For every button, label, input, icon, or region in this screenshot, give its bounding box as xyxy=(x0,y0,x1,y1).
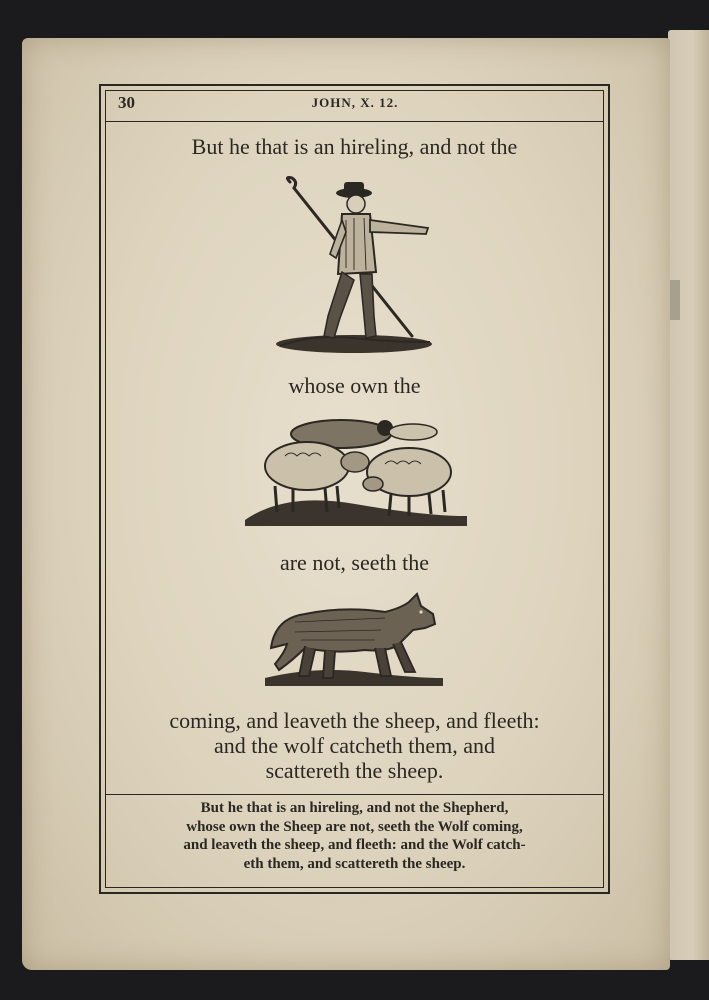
page-number: 30 xyxy=(118,93,135,112)
sheep-illustration xyxy=(245,412,467,530)
footnote-line: and leaveth the sheep, and fleeth: and the Wolf catch- xyxy=(183,837,526,853)
footnote-rule xyxy=(105,794,604,795)
rebus-line-5: and the wolf catcheth them, and xyxy=(213,733,495,758)
adjacent-page-edge xyxy=(668,30,709,960)
rebus-line-6: scattereth the sheep. xyxy=(265,758,444,783)
footnote-line: whose own the Sheep are not, seeth the Wolf coming, xyxy=(186,818,523,835)
shepherd-illustration xyxy=(272,176,434,358)
rebus-line-4: coming, and leaveth the sheep, and fleeth: xyxy=(169,708,540,733)
footnote-line: eth them, and scattereth the sheep. xyxy=(243,855,466,872)
header-rule xyxy=(105,121,604,122)
rebus-line-2: whose own the xyxy=(288,373,421,398)
rebus-line-3: are not, seeth the xyxy=(279,550,430,575)
footnote-text xyxy=(110,799,599,873)
rebus-line-1: But he that is an hireling, and not the xyxy=(191,134,518,159)
footnote-line: But he that is an hireling, and not the Shepherd, xyxy=(200,800,509,816)
wolf-illustration xyxy=(265,588,443,688)
scripture-reference: JOHN, X. 12. xyxy=(311,95,399,110)
